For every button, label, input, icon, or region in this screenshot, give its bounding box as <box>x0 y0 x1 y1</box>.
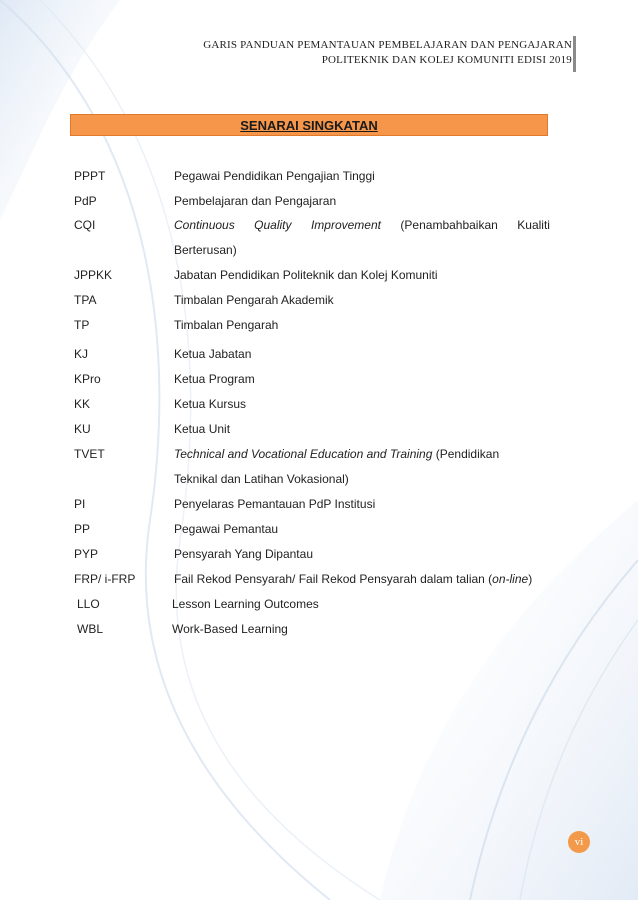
definition: Ketua Unit <box>174 422 231 436</box>
header-divider <box>573 36 576 72</box>
abbreviation: KPro <box>74 372 101 386</box>
abbreviation: TPA <box>74 293 97 307</box>
definition-italic: Technical and Vocational Education and Training <box>174 447 433 461</box>
abbreviation: LLO <box>77 597 100 611</box>
abbreviation: TVET <box>74 447 105 461</box>
definition: Pegawai Pemantau <box>174 522 279 536</box>
definition-word: Quality <box>254 218 292 232</box>
definition-rest: (Pendidikan <box>432 447 500 461</box>
abbreviation: PYP <box>74 547 99 561</box>
definition <box>174 572 574 586</box>
definition-continuation: Teknikal dan Latihan Vokasional) <box>174 472 349 486</box>
abbreviation: PPPT <box>74 169 106 183</box>
definition: Timbalan Pengarah Akademik <box>174 293 334 307</box>
definition: Pembelajaran dan Pengajaran <box>174 194 337 208</box>
header-line-2: POLITEKNIK DAN KOLEJ KOMUNITI EDISI 2019 <box>321 54 572 66</box>
definition: Pegawai Pendidikan Pengajian Tinggi <box>174 169 375 183</box>
definition-italic: on-line <box>492 572 529 586</box>
definition: Work-Based Learning <box>172 622 288 636</box>
abbreviation: TP <box>74 318 90 332</box>
definition: Jabatan Pendidikan Politeknik dan Kolej Komuniti <box>174 268 438 282</box>
definition-word: Improvement <box>310 218 381 232</box>
definition-word: Continuous <box>174 218 235 232</box>
definition <box>174 447 550 461</box>
definition <box>174 218 550 232</box>
abbreviation: PdP <box>74 194 97 208</box>
definition: Lesson Learning Outcomes <box>172 597 319 611</box>
abbreviation: KJ <box>74 347 89 361</box>
definition-word: Kualiti <box>517 218 550 232</box>
definition-continuation: Berterusan) <box>174 243 237 257</box>
definition: Timbalan Pengarah <box>174 318 279 332</box>
definition: Ketua Jabatan <box>174 347 252 361</box>
definition: Penyelaras Pemantauan PdP Institusi <box>174 497 376 511</box>
definition: Ketua Program <box>174 372 255 386</box>
abbreviation: PI <box>74 497 86 511</box>
definition: Pensyarah Yang Dipantau <box>174 547 313 561</box>
page-number: vi <box>568 831 590 853</box>
definition: Ketua Kursus <box>174 397 247 411</box>
document-header <box>203 38 572 68</box>
abbreviation: WBL <box>77 622 104 636</box>
abbreviation: KU <box>74 422 91 436</box>
abbreviation: CQI <box>74 218 96 232</box>
abbreviation: PP <box>74 522 91 536</box>
abbreviation: JPPKK <box>74 268 113 282</box>
definition-post: ) <box>528 572 533 586</box>
definition-word: (Penambahbaikan <box>400 218 498 232</box>
section-title: SENARAI SINGKATAN <box>240 117 378 133</box>
header-line-1: GARIS PANDUAN PEMANTAUAN PEMBELAJARAN DAN PENGAJARAN <box>203 39 572 51</box>
definition-pre: Fail Rekod Pensyarah/ Fail Rekod Pensyarah dalam talian ( <box>174 572 493 586</box>
section-title-bar <box>70 114 548 136</box>
abbreviation: FRP/ i-FRP <box>74 572 136 586</box>
abbreviation: KK <box>74 397 91 411</box>
